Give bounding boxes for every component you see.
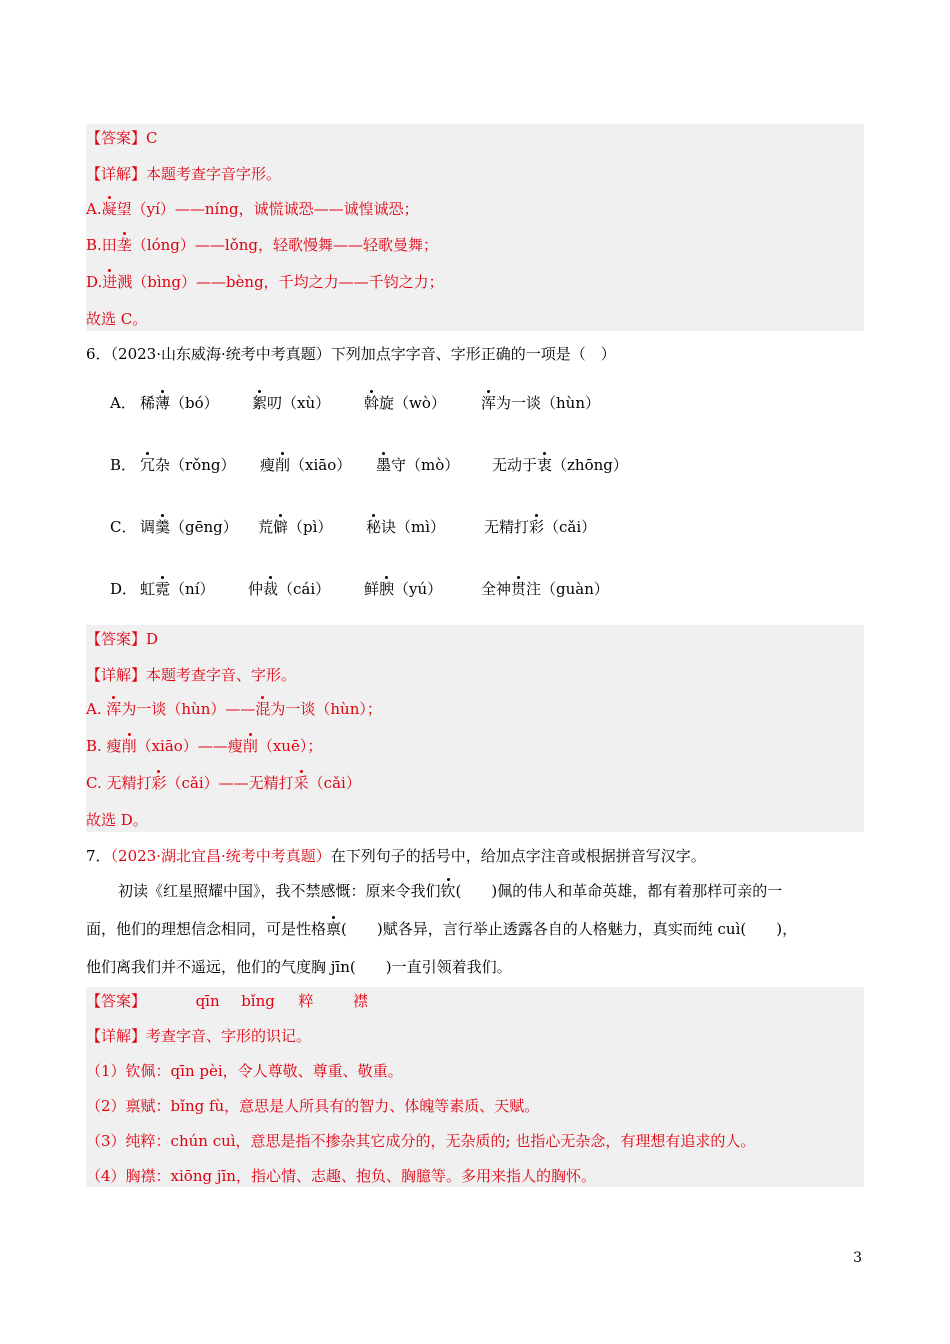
q5-conclusion: 故选 C。 — [86, 310, 148, 328]
emphasis-dot-char: 薄 — [155, 394, 171, 412]
q6-option-d-item: 鲜腴（yú） — [364, 580, 443, 598]
q7-passage-line-2: 面，他们的理想信念相同，可是性格禀( )赋各异，言行举止透露各自的人格魅力，真实而纯 cuì( )， — [86, 920, 798, 938]
emphasis-dot-char: 浑 — [481, 394, 497, 412]
emphasis-dot-char: 冗 — [140, 456, 156, 474]
q7-answer-2: bǐng — [241, 992, 275, 1010]
q7-answer-box — [86, 987, 864, 1187]
q6-answer-box — [86, 625, 864, 832]
q6-option-b-item: 无动于衷（zhōng） — [492, 456, 628, 474]
emphasis-dot-char: 羹 — [155, 518, 171, 536]
q6-option-d-item: 仲裁（cái） — [248, 580, 331, 598]
q6-option-b-item: 瘦削（xiāo） — [260, 456, 352, 474]
q7-answer-4: 襟 — [353, 992, 369, 1010]
emphasis-dot-char: 絮 — [252, 394, 268, 412]
q7-detail: 【详解】考查字音、字形的识记。 — [86, 1027, 312, 1045]
q6-option-d: D． — [110, 580, 138, 598]
q6-option-a-item: 斡旋（wò） — [364, 394, 446, 412]
emphasis-dot-char: 衷 — [537, 456, 553, 474]
emphasis-dot-char: 僻 — [273, 518, 289, 536]
q5-answer: 【答案】C — [86, 129, 158, 147]
q6-answer: 【答案】D — [86, 630, 159, 648]
q7-detail-item-1: （1）钦佩：qīn pèi，令人尊敬、尊重、敬重。 — [86, 1062, 403, 1080]
q5-detail: 【详解】本题考查字音字形。 — [86, 165, 282, 183]
emphasis-dot-char: 腴 — [379, 580, 395, 598]
emphasis-dot-char: 削 — [275, 456, 291, 474]
emphasis-dot-char: 浑 — [106, 700, 122, 718]
emphasis-dot-char: 秘 — [366, 518, 382, 536]
q6-option-d-item: 虹霓（ní） — [140, 580, 215, 598]
q6-detail-a: A. 浑为一谈（hùn）——混为一谈（hùn）； — [86, 700, 382, 718]
emphasis-dot-char: 禀 — [326, 920, 342, 938]
q6-option-b-item: 墨守（mò） — [376, 456, 460, 474]
q5-detail-b: B.田垄（lóng）——lǒng，轻歌慢舞——轻歌曼舞； — [86, 236, 438, 254]
emphasis-dot-char: 钦 — [440, 882, 456, 900]
q6-option-c-item: 秘诀（mì） — [366, 518, 446, 536]
q6-option-b-item: 冗杂（rǒng） — [140, 456, 236, 474]
q7-answer: 【答案】 qīn bǐng 粹 襟 — [86, 992, 369, 1010]
q6-detail-b: B. 瘦削（xiāo）——瘦削（xuē）； — [86, 737, 323, 755]
q6-detail-c: C. 无精打彩（cǎi）——无精打采（cǎi） — [86, 774, 361, 792]
emphasis-dot-char: 削 — [121, 737, 137, 755]
q5-answer-box — [86, 124, 864, 331]
emphasis-dot-char: 垄 — [116, 236, 132, 254]
q6-option-c: C． — [110, 518, 137, 536]
page-number: 3 — [853, 1250, 862, 1266]
q7-passage-line-3: 他们离我们并不遥远，他们的气度胸 jīn( )一直引领着我们。 — [86, 958, 512, 976]
emphasis-dot-char: 迸 — [102, 273, 118, 291]
q6-detail: 【详解】本题考查字音、字形。 — [86, 666, 297, 684]
q6-conclusion: 故选 D。 — [86, 811, 148, 829]
q7-detail-item-2: （2）禀赋：bǐng fù，意思是人所具有的智力、体魄等素质、天赋。 — [86, 1097, 540, 1115]
emphasis-dot-char: 贯 — [511, 580, 527, 598]
q6-question: 6．（2023·山东威海·统考中考真题）下列加点字字音、字形正确的一项是（ ） — [86, 345, 616, 363]
emphasis-dot-char: 彩 — [529, 518, 545, 536]
q6-option-a-item: 稀薄（bó） — [140, 394, 219, 412]
q6-option-a-item: 絮叨（xù） — [252, 394, 331, 412]
q6-option-c-item: 荒僻（pì） — [258, 518, 333, 536]
q5-detail-d: D.迸溅（bìng）——bèng，千均之力——千钧之力； — [86, 273, 444, 291]
emphasis-dot-char: 彩 — [151, 774, 167, 792]
q7-passage-line-1: 初读《红星照耀中国》，我不禁感慨：原来令我们钦( )佩的伟人和革命英雄，都有着那样可亲的一 — [118, 882, 783, 900]
q7-detail-item-3: （3）纯粹：chún cuì，意思是指不掺杂其它成分的，无杂质的; 也指心无杂念，有理想有追求的人。 — [86, 1132, 756, 1150]
emphasis-dot-char: 混 — [255, 700, 271, 718]
q5-detail-a: A.凝望（yí）——níng，诚慌诚恐——诚惶诚恐； — [86, 200, 419, 218]
q6-option-d-item: 全神贯注（guàn） — [481, 580, 609, 598]
emphasis-dot-char: 斡 — [364, 394, 380, 412]
emphasis-dot-char: 霓 — [155, 580, 171, 598]
q7-detail-item-4: （4）胸襟：xiōng jīn，指心情、志趣、抱负、胸臆等。多用来指人的胸怀。 — [86, 1167, 596, 1185]
q7-answer-3: 粹 — [298, 992, 314, 1010]
q7-question: 7．（2023·湖北宜昌·统考中考真题）在下列句子的括号中，给加点字注音或根据拼音写汉字。 — [86, 847, 706, 865]
q6-option-c-item: 调羹（gēng） — [140, 518, 238, 536]
q6-option-c-item: 无精打彩（cǎi） — [484, 518, 597, 536]
q6-option-b: B． — [110, 456, 137, 474]
emphasis-dot-char: 削 — [242, 737, 258, 755]
emphasis-dot-char: 墨 — [376, 456, 392, 474]
emphasis-dot-char: 凝 — [101, 200, 117, 218]
q6-option-a: A． — [110, 394, 136, 412]
emphasis-dot-char: 裁 — [263, 580, 279, 598]
q6-option-a-item: 浑为一谈（hùn） — [481, 394, 600, 412]
emphasis-dot-char: 采 — [293, 774, 309, 792]
q7-answer-1: qīn — [195, 992, 220, 1010]
